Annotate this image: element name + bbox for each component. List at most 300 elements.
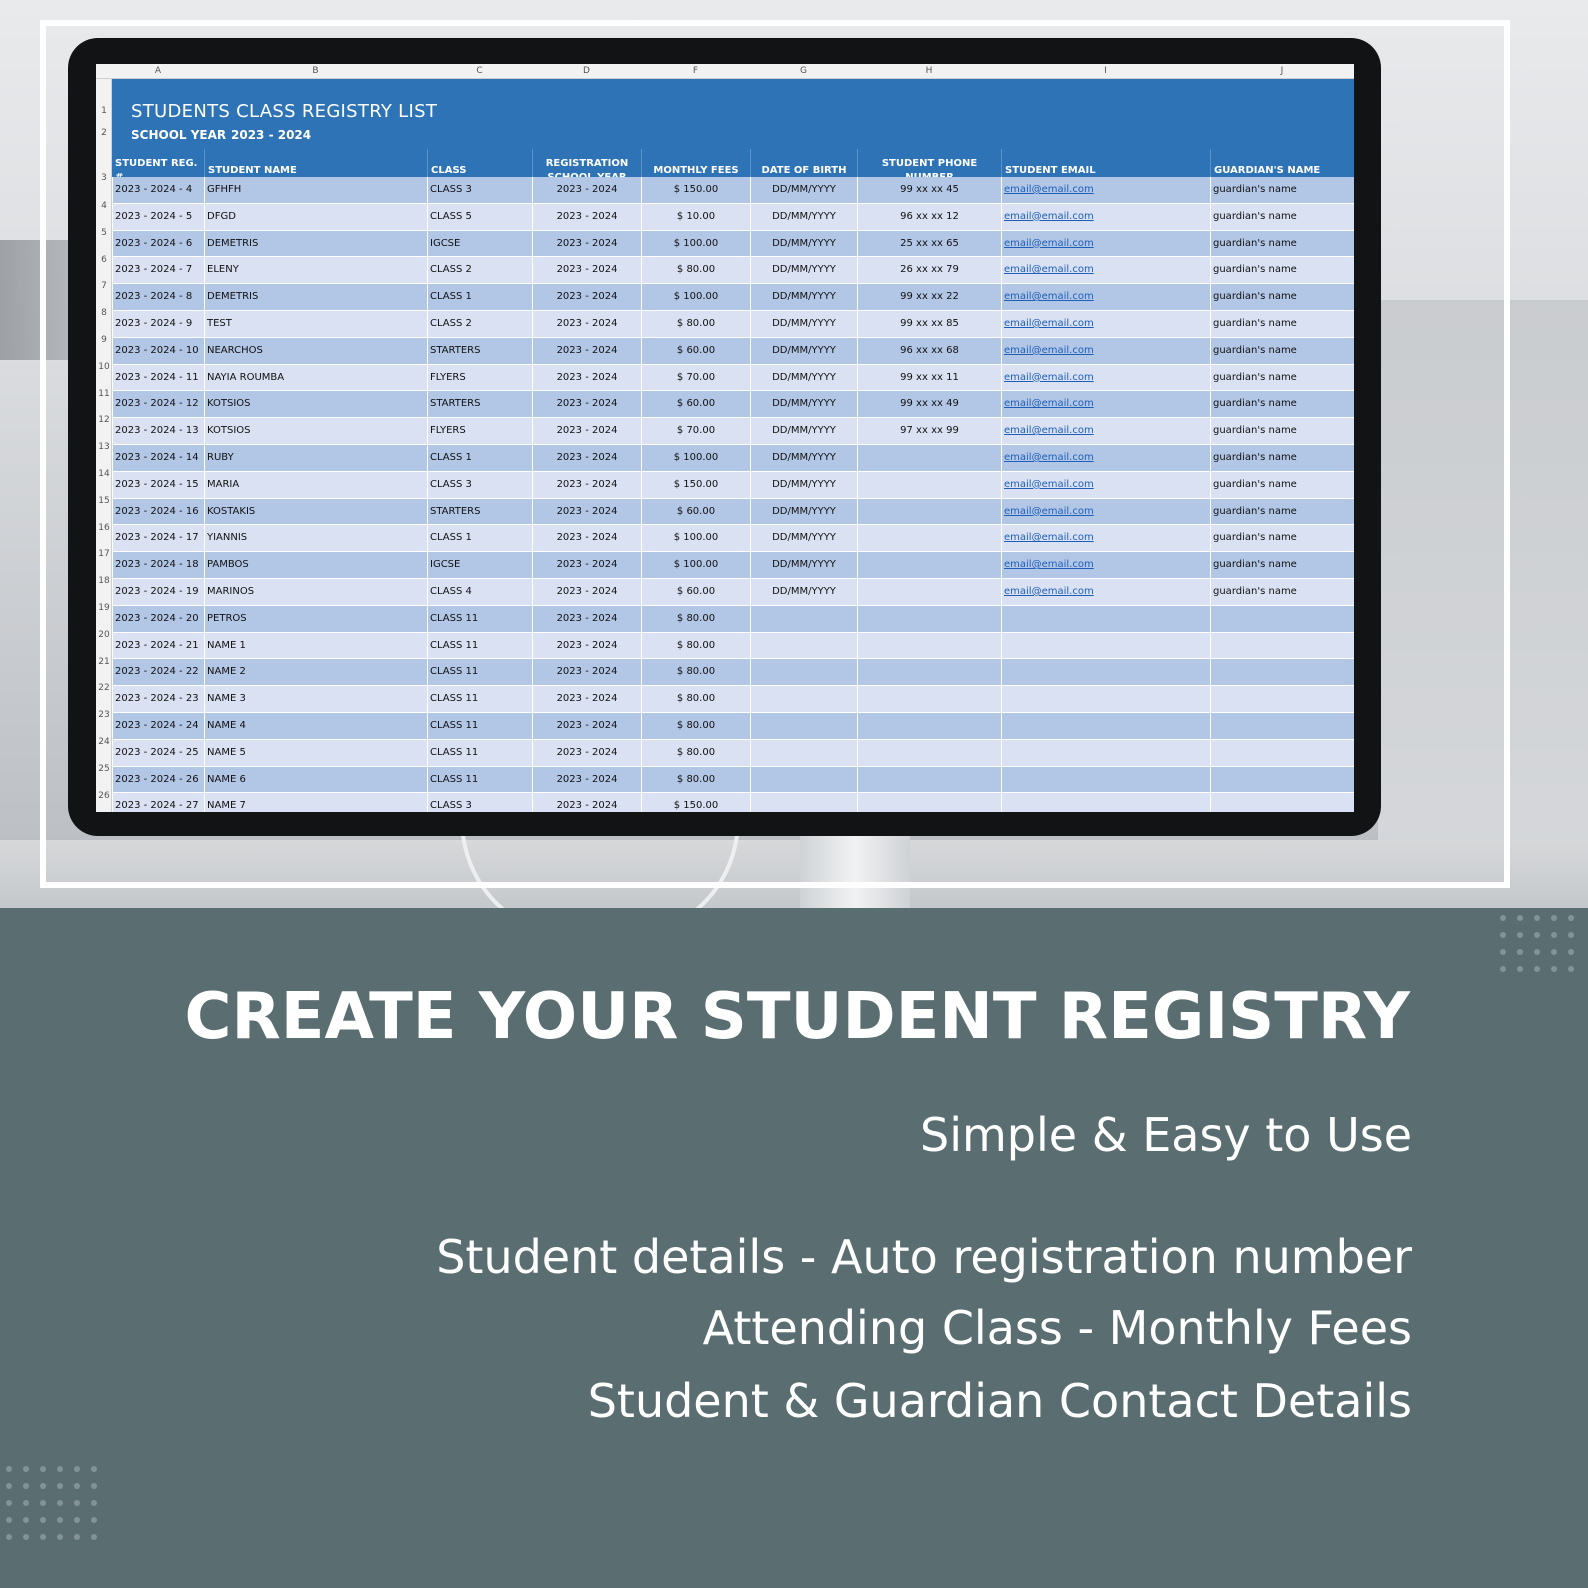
cell-dob[interactable] <box>750 633 857 659</box>
table-row[interactable] <box>112 311 1354 338</box>
cell-year[interactable]: 2023 - 2024 <box>532 525 641 551</box>
cell-fees[interactable]: $ 80.00 <box>641 740 750 766</box>
table-row[interactable] <box>112 767 1354 794</box>
cell-fees[interactable]: $ 80.00 <box>641 686 750 712</box>
cell-year[interactable]: 2023 - 2024 <box>532 257 641 283</box>
row-number[interactable]: 17 <box>98 549 110 560</box>
cell-name[interactable]: NAME 4 <box>204 713 427 739</box>
row-number[interactable]: 5 <box>101 227 107 238</box>
cell-fees[interactable]: $ 80.00 <box>641 606 750 632</box>
cell-guardian[interactable]: guardian's name <box>1210 552 1354 578</box>
cell-dob[interactable]: DD/MM/YYYY <box>750 499 857 525</box>
cell-dob[interactable] <box>750 659 857 685</box>
dot <box>74 1517 80 1523</box>
row-number[interactable]: 13 <box>98 442 110 453</box>
table-row[interactable] <box>112 740 1354 767</box>
cell-year[interactable]: 2023 - 2024 <box>532 284 641 310</box>
cell-name[interactable]: NAME 7 <box>204 793 427 812</box>
cell-dob[interactable]: DD/MM/YYYY <box>750 525 857 551</box>
cell-name[interactable]: MARIA <box>204 472 427 498</box>
cell-year[interactable]: 2023 - 2024 <box>532 391 641 417</box>
cell-fees[interactable]: $ 150.00 <box>641 472 750 498</box>
cell-dob[interactable]: DD/MM/YYYY <box>750 177 857 203</box>
table-row[interactable] <box>112 793 1354 812</box>
header-label: STUDENT PHONE <box>881 158 978 169</box>
cell-name[interactable]: TEST <box>204 311 427 337</box>
row-number[interactable]: 7 <box>101 281 107 292</box>
cell-year[interactable]: 2023 - 2024 <box>532 365 641 391</box>
cell-guardian[interactable]: guardian's name <box>1210 579 1354 605</box>
cell-name[interactable]: MARINOS <box>204 579 427 605</box>
table-row[interactable] <box>112 418 1354 445</box>
table-row[interactable] <box>112 499 1354 526</box>
cell-fees[interactable]: $ 70.00 <box>641 418 750 444</box>
cell-fees[interactable]: $ 60.00 <box>641 499 750 525</box>
cell-email[interactable]: email@email.com <box>1001 499 1210 525</box>
dot <box>57 1500 63 1506</box>
cell-name[interactable]: NEARCHOS <box>204 338 427 364</box>
cell-fees[interactable]: $ 60.00 <box>641 579 750 605</box>
cell-phone[interactable] <box>857 525 1001 551</box>
table-row[interactable] <box>112 204 1354 231</box>
decorative-dots <box>1500 915 1574 972</box>
cell-guardian[interactable]: guardian's name <box>1210 472 1354 498</box>
cell-class[interactable]: CLASS 1 <box>427 284 532 310</box>
table-row[interactable] <box>112 365 1354 392</box>
cell-guardian[interactable] <box>1210 659 1354 685</box>
cell-reg[interactable]: 2023 - 2024 - 15 <box>112 472 204 498</box>
cell-reg[interactable]: 2023 - 2024 - 6 <box>112 231 204 257</box>
cell-class[interactable]: CLASS 11 <box>427 686 532 712</box>
cell-email[interactable]: email@email.com <box>1001 552 1210 578</box>
cell-phone[interactable] <box>857 740 1001 766</box>
cell-name[interactable]: NAYIA ROUMBA <box>204 365 427 391</box>
cell-name[interactable]: GFHFH <box>204 177 427 203</box>
cell-name[interactable]: NAME 1 <box>204 633 427 659</box>
cell-class[interactable]: IGCSE <box>427 552 532 578</box>
cell-fees[interactable]: $ 80.00 <box>641 311 750 337</box>
table-row[interactable] <box>112 659 1354 686</box>
row-number[interactable]: 15 <box>98 495 110 506</box>
table-row[interactable] <box>112 552 1354 579</box>
cell-year[interactable]: 2023 - 2024 <box>532 633 641 659</box>
cell-phone[interactable] <box>857 445 1001 471</box>
cell-phone[interactable] <box>857 552 1001 578</box>
table-row[interactable] <box>112 177 1354 204</box>
row-number[interactable]: 22 <box>98 683 110 694</box>
cell-dob[interactable]: DD/MM/YYYY <box>750 257 857 283</box>
cell-class[interactable]: STARTERS <box>427 499 532 525</box>
cell-guardian[interactable] <box>1210 713 1354 739</box>
cell-year[interactable]: 2023 - 2024 <box>532 338 641 364</box>
cell-reg[interactable]: 2023 - 2024 - 10 <box>112 338 204 364</box>
cell-year[interactable]: 2023 - 2024 <box>532 472 641 498</box>
cell-name[interactable]: ELENY <box>204 257 427 283</box>
cell-phone[interactable] <box>857 767 1001 793</box>
feature-line-3: Student & Guardian Contact Details <box>587 1374 1412 1428</box>
cell-reg[interactable]: 2023 - 2024 - 5 <box>112 204 204 230</box>
cell-fees[interactable]: $ 100.00 <box>641 525 750 551</box>
spreadsheet-screen <box>96 64 1354 812</box>
cell-phone[interactable]: 99 xx xx 45 <box>857 177 1001 203</box>
cell-class[interactable]: STARTERS <box>427 391 532 417</box>
row-number[interactable]: 26 <box>98 790 110 801</box>
cell-phone[interactable] <box>857 499 1001 525</box>
cell-reg[interactable]: 2023 - 2024 - 20 <box>112 606 204 632</box>
cell-year[interactable]: 2023 - 2024 <box>532 659 641 685</box>
cell-email[interactable]: email@email.com <box>1001 177 1210 203</box>
cell-guardian[interactable]: guardian's name <box>1210 284 1354 310</box>
cell-email[interactable] <box>1001 659 1210 685</box>
cell-phone[interactable] <box>857 793 1001 812</box>
table-row[interactable] <box>112 525 1354 552</box>
cell-year[interactable]: 2023 - 2024 <box>532 767 641 793</box>
dot <box>74 1534 80 1540</box>
cell-dob[interactable] <box>750 713 857 739</box>
cell-email[interactable]: email@email.com <box>1001 284 1210 310</box>
cell-year[interactable]: 2023 - 2024 <box>532 204 641 230</box>
cell-year[interactable]: 2023 - 2024 <box>532 311 641 337</box>
cell-reg[interactable]: 2023 - 2024 - 12 <box>112 391 204 417</box>
cell-class[interactable]: CLASS 11 <box>427 713 532 739</box>
cell-year[interactable]: 2023 - 2024 <box>532 231 641 257</box>
cell-email[interactable] <box>1001 740 1210 766</box>
cell-fees[interactable]: $ 80.00 <box>641 767 750 793</box>
cell-dob[interactable]: DD/MM/YYYY <box>750 284 857 310</box>
cell-year[interactable]: 2023 - 2024 <box>532 793 641 812</box>
cell-name[interactable]: KOTSIOS <box>204 391 427 417</box>
column-header-letter[interactable]: D <box>583 66 590 76</box>
header-label: STUDENT EMAIL <box>1005 165 1096 176</box>
cell-fees[interactable]: $ 80.00 <box>641 257 750 283</box>
column-header-letter[interactable]: B <box>312 66 319 76</box>
cell-dob[interactable] <box>750 686 857 712</box>
cell-reg[interactable]: 2023 - 2024 - 4 <box>112 177 204 203</box>
cell-phone[interactable]: 25 xx xx 65 <box>857 231 1001 257</box>
table-row[interactable] <box>112 445 1354 472</box>
cell-guardian[interactable] <box>1210 740 1354 766</box>
decorative-dots <box>6 1466 97 1540</box>
column-header-letter[interactable]: H <box>925 66 933 76</box>
cell-fees[interactable]: $ 100.00 <box>641 231 750 257</box>
cell-reg[interactable]: 2023 - 2024 - 22 <box>112 659 204 685</box>
header-label: GUARDIAN'S NAME <box>1214 165 1321 176</box>
column-header-letter[interactable]: I <box>1104 66 1107 76</box>
table-row[interactable] <box>112 686 1354 713</box>
cell-class[interactable]: CLASS 1 <box>427 445 532 471</box>
cell-class[interactable]: FLYERS <box>427 418 532 444</box>
cell-name[interactable]: KOTSIOS <box>204 418 427 444</box>
dot <box>57 1483 63 1489</box>
cell-email[interactable]: email@email.com <box>1001 418 1210 444</box>
cell-guardian[interactable] <box>1210 793 1354 812</box>
cell-reg[interactable]: 2023 - 2024 - 27 <box>112 793 204 812</box>
row-number[interactable]: 24 <box>98 737 110 747</box>
cell-dob[interactable]: DD/MM/YYYY <box>750 311 857 337</box>
cell-year[interactable]: 2023 - 2024 <box>532 552 641 578</box>
cell-class[interactable]: CLASS 3 <box>427 177 532 203</box>
cell-name[interactable]: NAME 6 <box>204 767 427 793</box>
cell-class[interactable]: STARTERS <box>427 338 532 364</box>
cell-name[interactable]: DFGD <box>204 204 427 230</box>
cell-year[interactable]: 2023 - 2024 <box>532 445 641 471</box>
cell-guardian[interactable] <box>1210 767 1354 793</box>
row-number[interactable]: 25 <box>98 763 110 774</box>
cell-email[interactable] <box>1001 713 1210 739</box>
cell-guardian[interactable]: guardian's name <box>1210 418 1354 444</box>
cell-dob[interactable]: DD/MM/YYYY <box>750 365 857 391</box>
cell-dob[interactable]: DD/MM/YYYY <box>750 445 857 471</box>
cell-class[interactable]: IGCSE <box>427 231 532 257</box>
table-row[interactable] <box>112 257 1354 284</box>
cell-email[interactable]: email@email.com <box>1001 204 1210 230</box>
cell-dob[interactable]: DD/MM/YYYY <box>750 552 857 578</box>
cell-fees[interactable]: $ 80.00 <box>641 633 750 659</box>
header-label-line1: REGISTRATION <box>545 158 629 169</box>
cell-email[interactable]: email@email.com <box>1001 338 1210 364</box>
cell-dob[interactable] <box>750 793 857 812</box>
cell-reg[interactable]: 2023 - 2024 - 25 <box>112 740 204 766</box>
cell-fees[interactable]: $ 150.00 <box>641 177 750 203</box>
cell-email[interactable]: email@email.com <box>1001 445 1210 471</box>
cell-reg[interactable]: 2023 - 2024 - 7 <box>112 257 204 283</box>
cell-fees[interactable]: $ 100.00 <box>641 445 750 471</box>
cell-phone[interactable] <box>857 633 1001 659</box>
row-number[interactable]: 4 <box>101 201 107 211</box>
cell-phone[interactable] <box>857 579 1001 605</box>
cell-phone[interactable] <box>857 606 1001 632</box>
cell-guardian[interactable]: guardian's name <box>1210 499 1354 525</box>
row-number[interactable]: 1 <box>101 106 107 116</box>
cell-year[interactable]: 2023 - 2024 <box>532 499 641 525</box>
dot <box>1534 915 1540 921</box>
cell-email[interactable] <box>1001 686 1210 712</box>
cell-fees[interactable]: $ 10.00 <box>641 204 750 230</box>
table-row[interactable] <box>112 338 1354 365</box>
cell-dob[interactable] <box>750 606 857 632</box>
cell-guardian[interactable] <box>1210 686 1354 712</box>
cell-email[interactable] <box>1001 793 1210 812</box>
cell-fees[interactable]: $ 70.00 <box>641 365 750 391</box>
row-number[interactable]: 6 <box>101 254 107 265</box>
cell-class[interactable]: CLASS 2 <box>427 257 532 283</box>
cell-name[interactable]: KOSTAKIS <box>204 499 427 525</box>
cell-class[interactable]: CLASS 11 <box>427 606 532 632</box>
row-number[interactable]: 21 <box>98 656 110 667</box>
dot <box>91 1466 97 1472</box>
table-row[interactable] <box>112 606 1354 633</box>
dot <box>40 1517 46 1523</box>
row-number[interactable]: 11 <box>98 388 110 399</box>
cell-year[interactable]: 2023 - 2024 <box>532 177 641 203</box>
cell-class[interactable]: CLASS 3 <box>427 793 532 812</box>
cell-year[interactable]: 2023 - 2024 <box>532 713 641 739</box>
cell-reg[interactable]: 2023 - 2024 - 26 <box>112 767 204 793</box>
row-number[interactable]: 19 <box>98 603 110 613</box>
row-number[interactable]: 3 <box>101 173 107 183</box>
cell-name[interactable]: PETROS <box>204 606 427 632</box>
cell-reg[interactable]: 2023 - 2024 - 8 <box>112 284 204 310</box>
cell-dob[interactable]: DD/MM/YYYY <box>750 391 857 417</box>
cell-fees[interactable]: $ 60.00 <box>641 338 750 364</box>
cell-email[interactable] <box>1001 633 1210 659</box>
dot <box>1500 966 1506 972</box>
row-number[interactable]: 14 <box>98 469 110 479</box>
cell-year[interactable]: 2023 - 2024 <box>532 606 641 632</box>
cell-fees[interactable]: $ 100.00 <box>641 552 750 578</box>
cell-class[interactable]: CLASS 3 <box>427 472 532 498</box>
row-number[interactable]: 10 <box>98 361 110 372</box>
cell-name[interactable]: YIANNIS <box>204 525 427 551</box>
table-row[interactable] <box>112 231 1354 258</box>
cell-name[interactable]: RUBY <box>204 445 427 471</box>
cell-name[interactable]: NAME 5 <box>204 740 427 766</box>
table-row[interactable] <box>112 713 1354 740</box>
cell-fees[interactable]: $ 150.00 <box>641 793 750 812</box>
cell-email[interactable] <box>1001 767 1210 793</box>
column-header-letter[interactable]: J <box>1280 66 1284 76</box>
cell-reg[interactable]: 2023 - 2024 - 17 <box>112 525 204 551</box>
row-number[interactable]: 9 <box>101 335 107 345</box>
cell-email[interactable]: email@email.com <box>1001 391 1210 417</box>
row-number[interactable]: 16 <box>98 522 110 533</box>
cell-fees[interactable]: $ 80.00 <box>641 659 750 685</box>
cell-name[interactable]: PAMBOS <box>204 552 427 578</box>
cell-fees[interactable]: $ 80.00 <box>641 713 750 739</box>
cell-phone[interactable]: 97 xx xx 99 <box>857 418 1001 444</box>
cell-email[interactable]: email@email.com <box>1001 257 1210 283</box>
table-row[interactable] <box>112 284 1354 311</box>
cell-reg[interactable]: 2023 - 2024 - 24 <box>112 713 204 739</box>
row-number[interactable]: 23 <box>98 710 110 721</box>
cell-guardian[interactable]: guardian's name <box>1210 311 1354 337</box>
cell-fees[interactable]: $ 100.00 <box>641 284 750 310</box>
cell-year[interactable]: 2023 - 2024 <box>532 418 641 444</box>
cell-guardian[interactable]: guardian's name <box>1210 445 1354 471</box>
dot <box>40 1466 46 1472</box>
cell-year[interactable]: 2023 - 2024 <box>532 740 641 766</box>
cell-phone[interactable] <box>857 659 1001 685</box>
cell-name[interactable]: NAME 3 <box>204 686 427 712</box>
cell-guardian[interactable] <box>1210 606 1354 632</box>
cell-class[interactable]: CLASS 11 <box>427 659 532 685</box>
cell-name[interactable]: NAME 2 <box>204 659 427 685</box>
cell-phone[interactable] <box>857 472 1001 498</box>
cell-guardian[interactable]: guardian's name <box>1210 177 1354 203</box>
table-row[interactable] <box>112 579 1354 606</box>
cell-phone[interactable]: 96 xx xx 68 <box>857 338 1001 364</box>
cell-class[interactable]: CLASS 1 <box>427 525 532 551</box>
row-number[interactable]: 8 <box>101 308 107 319</box>
cell-class[interactable]: CLASS 11 <box>427 740 532 766</box>
cell-reg[interactable]: 2023 - 2024 - 21 <box>112 633 204 659</box>
cell-class[interactable]: CLASS 5 <box>427 204 532 230</box>
cell-email[interactable]: email@email.com <box>1001 525 1210 551</box>
cell-class[interactable]: CLASS 2 <box>427 311 532 337</box>
column-header-letter[interactable]: F <box>692 66 699 76</box>
cell-class[interactable]: CLASS 11 <box>427 767 532 793</box>
cell-fees[interactable]: $ 60.00 <box>641 391 750 417</box>
cell-email[interactable]: email@email.com <box>1001 311 1210 337</box>
dot <box>40 1500 46 1506</box>
cell-email[interactable]: email@email.com <box>1001 365 1210 391</box>
header-label: STUDENT REG. <box>115 158 198 169</box>
cell-guardian[interactable]: guardian's name <box>1210 391 1354 417</box>
cell-reg[interactable]: 2023 - 2024 - 13 <box>112 418 204 444</box>
column-header-letter[interactable]: C <box>476 66 483 76</box>
cell-class[interactable]: CLASS 11 <box>427 633 532 659</box>
cell-reg[interactable]: 2023 - 2024 - 11 <box>112 365 204 391</box>
cell-guardian[interactable]: guardian's name <box>1210 525 1354 551</box>
cell-guardian[interactable]: guardian's name <box>1210 231 1354 257</box>
dot <box>1551 949 1557 955</box>
cell-year[interactable]: 2023 - 2024 <box>532 579 641 605</box>
cell-email[interactable]: email@email.com <box>1001 231 1210 257</box>
table-row[interactable] <box>112 633 1354 660</box>
cell-reg[interactable]: 2023 - 2024 - 16 <box>112 499 204 525</box>
cell-reg[interactable]: 2023 - 2024 - 9 <box>112 311 204 337</box>
cell-reg[interactable]: 2023 - 2024 - 19 <box>112 579 204 605</box>
cell-dob[interactable]: DD/MM/YYYY <box>750 204 857 230</box>
cell-class[interactable]: CLASS 4 <box>427 579 532 605</box>
feature-line-1: Student details - Auto registration number <box>436 1230 1412 1284</box>
dot <box>6 1517 12 1523</box>
cell-phone[interactable] <box>857 686 1001 712</box>
cell-class[interactable]: FLYERS <box>427 365 532 391</box>
cell-dob[interactable]: DD/MM/YYYY <box>750 418 857 444</box>
cell-name[interactable]: DEMETRIS <box>204 231 427 257</box>
cell-phone[interactable]: 99 xx xx 85 <box>857 311 1001 337</box>
cell-year[interactable]: 2023 - 2024 <box>532 686 641 712</box>
cell-guardian[interactable] <box>1210 633 1354 659</box>
row-number[interactable]: 20 <box>98 629 110 640</box>
row-number[interactable]: 12 <box>98 415 110 426</box>
column-header-letter[interactable]: A <box>154 66 162 76</box>
cell-guardian[interactable]: guardian's name <box>1210 204 1354 230</box>
cell-reg[interactable]: 2023 - 2024 - 18 <box>112 552 204 578</box>
cell-phone[interactable]: 99 xx xx 11 <box>857 365 1001 391</box>
row-number[interactable]: 2 <box>101 128 107 138</box>
cell-phone[interactable]: 96 xx xx 12 <box>857 204 1001 230</box>
cell-dob[interactable] <box>750 740 857 766</box>
table-row[interactable] <box>112 472 1354 499</box>
cell-dob[interactable]: DD/MM/YYYY <box>750 231 857 257</box>
cell-reg[interactable]: 2023 - 2024 - 14 <box>112 445 204 471</box>
dot <box>91 1483 97 1489</box>
cell-phone[interactable] <box>857 713 1001 739</box>
cell-phone[interactable]: 26 xx xx 79 <box>857 257 1001 283</box>
cell-guardian[interactable]: guardian's name <box>1210 338 1354 364</box>
cell-dob[interactable] <box>750 767 857 793</box>
header-label: MONTHLY FEES <box>653 165 739 176</box>
row-number[interactable]: 18 <box>98 576 110 587</box>
cell-email[interactable]: email@email.com <box>1001 472 1210 498</box>
column-header-letter[interactable]: G <box>800 66 807 76</box>
cell-dob[interactable]: DD/MM/YYYY <box>750 472 857 498</box>
cell-phone[interactable]: 99 xx xx 49 <box>857 391 1001 417</box>
cell-dob[interactable]: DD/MM/YYYY <box>750 338 857 364</box>
cell-guardian[interactable]: guardian's name <box>1210 257 1354 283</box>
cell-dob[interactable]: DD/MM/YYYY <box>750 579 857 605</box>
cell-reg[interactable]: 2023 - 2024 - 23 <box>112 686 204 712</box>
cell-email[interactable]: email@email.com <box>1001 579 1210 605</box>
cell-guardian[interactable]: guardian's name <box>1210 365 1354 391</box>
feature-line-2: Attending Class - Monthly Fees <box>702 1301 1412 1355</box>
table-row[interactable] <box>112 391 1354 418</box>
cell-name[interactable]: DEMETRIS <box>204 284 427 310</box>
cell-email[interactable] <box>1001 606 1210 632</box>
cell-phone[interactable]: 99 xx xx 22 <box>857 284 1001 310</box>
